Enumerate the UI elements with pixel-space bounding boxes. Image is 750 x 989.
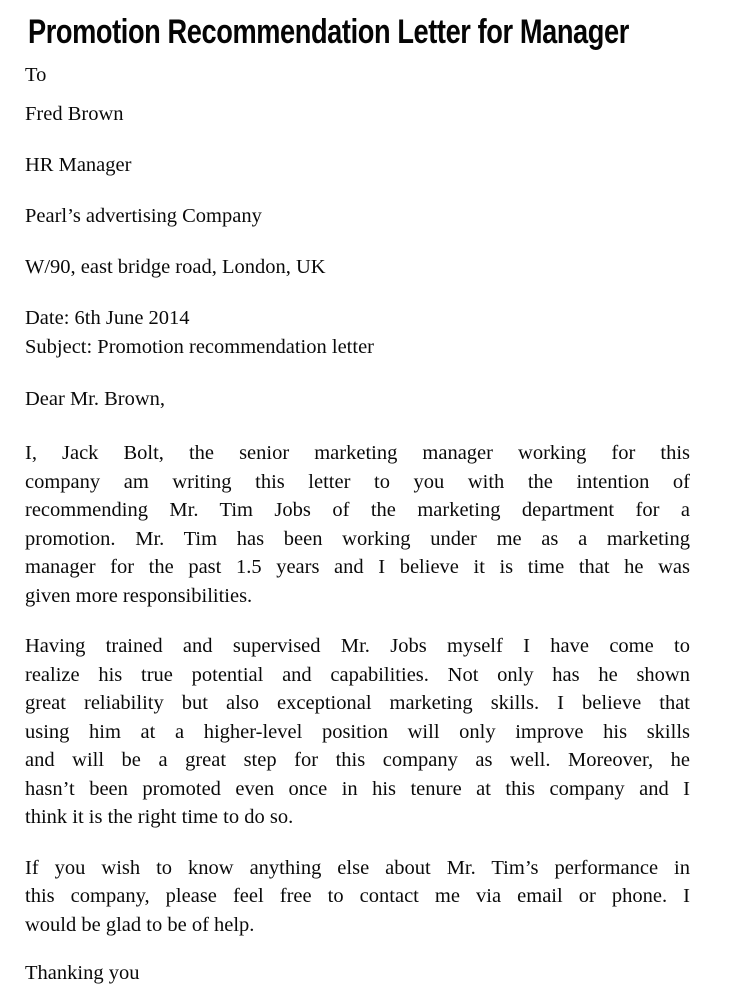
paragraph-line: great reliability but also exceptional marketing skills. I believe that [25,692,690,714]
paragraph-line: recommending Mr. Tim Jobs of the marketing department for a [25,499,690,521]
paragraph-line: realize his true potential and capabilities. Not only has he shown [25,663,690,686]
recipient-job-title: HR Manager [25,154,132,176]
salutation: Dear Mr. Brown, [25,388,166,410]
paragraph-line: this company, please feel free to contact me via email or phone. I [25,885,690,907]
recipient-label: To [25,64,47,86]
recipient-name: Fred Brown [25,103,124,125]
paragraph-line: and will be a great step for this company as well. Moreover, he [25,749,690,771]
paragraph-line: promotion. Mr. Tim has been working under me as a marketing [25,527,690,550]
paragraph-line: Having trained and supervised Mr. Jobs myself I have come to [25,635,690,657]
paragraph-line: manager for the past 1.5 years and I believe it is time that he was [25,556,690,578]
paragraph-line: would be glad to be of help. [25,913,255,936]
page-title [28,14,690,52]
paragraph-line: hasn’t been promoted even once in his tenure at this company and I [25,777,690,800]
paragraph-line: using him at a higher-level position will only improve his skills [25,720,690,743]
recipient-address: W/90, east bridge road, London, UK [25,256,326,278]
page-title-text: Promotion Recommendation Letter for Manager [28,13,629,51]
subject-line: Subject: Promotion recommendation letter [25,336,374,358]
paragraph-line: think it is the right time to do so. [25,806,294,828]
paragraph-line: given more responsibilities. [25,584,253,607]
date-line: Date: 6th June 2014 [25,307,190,329]
body-paragraph-3 [25,854,690,940]
closing: Thanking you [25,962,140,984]
paragraph-line: I, Jack Bolt, the senior marketing manager working for this [25,442,690,464]
paragraph-line: If you wish to know anything else about Mr. Tim’s performance in [25,856,690,879]
recipient-company: Pearl’s advertising Company [25,205,262,227]
body-paragraph-2 [25,632,690,832]
paragraph-line: company am writing this letter to you with the intention of [25,470,690,493]
body-paragraph-1 [25,439,690,610]
